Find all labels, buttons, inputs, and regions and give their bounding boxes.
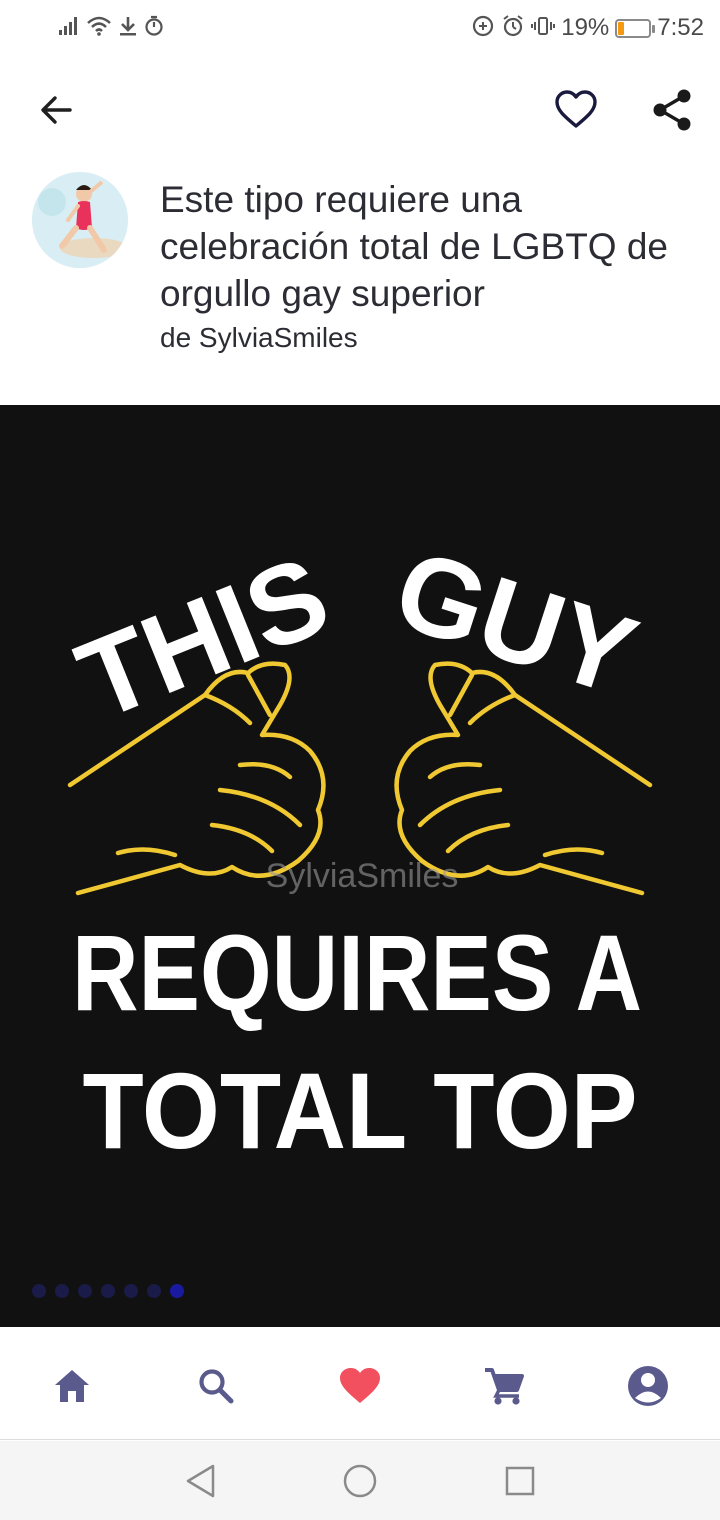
share-button[interactable] [646,84,698,136]
carousel-dot[interactable] [101,1284,115,1298]
share-icon [651,88,693,132]
nav-cart[interactable] [476,1358,532,1414]
product-header [0,172,720,372]
carousel-dot[interactable] [147,1284,161,1298]
signal-icon [58,16,80,41]
product-image[interactable] [0,405,720,1327]
square-recents-icon [504,1465,536,1497]
back-button[interactable] [30,84,82,136]
timer-icon [144,15,164,42]
data-saver-icon [471,14,495,43]
alarm-icon [501,14,525,43]
battery-fill [618,22,624,35]
carousel-dot[interactable] [78,1284,92,1298]
artwork-text-guy: GUY [380,525,651,720]
search-icon [197,1367,235,1405]
status-right-icons [471,14,704,42]
carousel-dot[interactable] [32,1284,46,1298]
bottom-navigation [0,1328,720,1440]
artwork-watermark: SylviaSmiles [265,857,459,895]
home-icon [52,1367,92,1405]
clock: 7:52 [657,14,704,41]
system-navigation-bar [0,1441,720,1520]
nav-account[interactable] [620,1358,676,1414]
carousel-dot[interactable] [170,1284,184,1298]
circle-home-icon [342,1463,378,1499]
system-home-button[interactable] [338,1459,382,1503]
heart-outline-icon [554,90,598,130]
nav-favorites[interactable] [332,1358,388,1414]
product-title: Este tipo requiere una celebración total de LGBTQ de orgullo gay superior [160,179,669,314]
account-icon [627,1365,669,1407]
artwork-text-requires-a: REQUIRES A [72,912,642,1033]
wifi-icon [86,15,112,42]
vibrate-icon [531,14,555,43]
carousel-dot[interactable] [124,1284,138,1298]
system-back-button[interactable] [178,1459,222,1503]
cart-icon [483,1366,525,1406]
carousel-dot[interactable] [55,1284,69,1298]
battery-percent: 19% [561,14,610,41]
battery-tip [652,25,655,33]
app-bar [0,70,720,150]
battery-icon [615,19,651,38]
artwork [0,405,720,1327]
status-left-icons [58,14,164,42]
nav-search[interactable] [188,1358,244,1414]
download-icon [118,15,138,42]
artist-avatar[interactable] [32,172,128,268]
favorite-button[interactable] [550,84,602,136]
artist-byline[interactable]: de SylviaSmiles [160,322,358,353]
carousel-indicator [32,1284,184,1298]
nav-home[interactable] [44,1358,100,1414]
artwork-text-this: THIS [61,532,345,744]
triangle-back-icon [183,1463,217,1499]
system-recents-button[interactable] [498,1459,542,1503]
status-bar [0,0,720,56]
arrow-left-icon [36,90,76,130]
heart-icon [338,1366,382,1406]
artwork-text-total-top: TOTAL TOP [82,1050,638,1171]
